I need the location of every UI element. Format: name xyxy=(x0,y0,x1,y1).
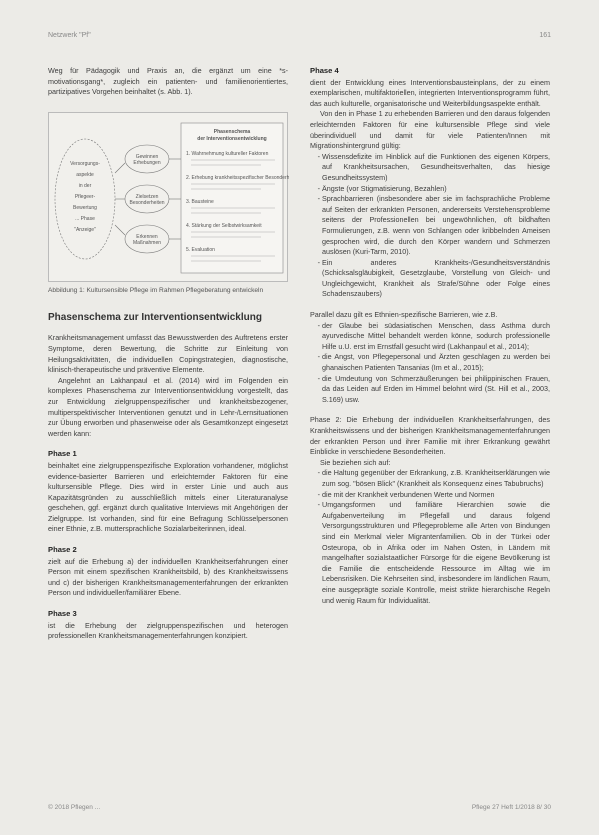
phase-3-title: Phase 3 xyxy=(48,609,77,619)
figure-mid-label: Zielsetzen xyxy=(135,193,159,200)
figure-box-item: 2. Erhebung krankheitsspezifischer Besonderheiten xyxy=(186,174,289,181)
figure-box-title: der Interventionsentwicklung xyxy=(197,135,267,142)
figure-box-item: 5. Evaluation xyxy=(186,246,215,253)
figure-box-title: Phasenschema xyxy=(213,128,251,135)
phase-4-text: dient der Entwicklung eines Interventionsbausteinplans, der zu einem exemplarischen, multifaktoriellen, integrierten Interventionsprogramm führt, das auch kulturelle, organisatorische und Weiterbildungsaspekte enthält. xyxy=(310,77,550,108)
running-header xyxy=(48,32,551,39)
figure-left-label: in der xyxy=(78,182,92,189)
aspects-list xyxy=(310,468,550,606)
paragraph-1: Krankheitsmanagement umfasst das Bewusstwerden des Auftretens erster Symptome, deren Bewertung, die Schritte zur Einleitung von Heilungsaktivitäten, die individuellen Copingstrategien, diagnostische, klinisch-therapeutische und präventive Elemente. xyxy=(48,333,288,375)
section-title: Phasenschema zur Interventionsentwicklung xyxy=(48,311,262,323)
phase-1-text: beinhaltet eine zielgruppenspezifische Exploration vorhandener, möglichst evidence-basierter Barrieren und erleichternder Faktoren für eine kultursensible Pflege. Dies wird in erster Linie und auch aus Kapazitätsgründen zu ausschließlich mittels einer Literaturanalyse geschehen, ggf. ergänzt durch qualitative Interviews mit Angehörigen der Zielgruppe. Ist vorhanden, sind für eine Befragung Schlüsselpersonen einer Ethnie, z.B. muttersprachliche Sozialarbeiterinnen, ideal. xyxy=(48,460,288,534)
figure-mid-label: Erhebungen xyxy=(133,159,161,166)
phase-4-title: Phase 4 xyxy=(310,66,339,75)
aspect-item: • die Haltung gegenüber der Erkrankung, z.B. Krankheitserklärungen wie zum sog. "bösen Blick" (Krankheit als Konsequenz eines Tabubruchs) xyxy=(322,468,550,489)
footer-right: Pflege 27 Heft 1/2018 8/ 30 xyxy=(471,804,551,811)
barriers-intro: Von den in Phase 1 zu erhebenden Barrieren und den daraus folgenden erleichternden Faktoren für eine kultursensible Pflege sind viele überindividuell und damit für viele Patienten/Innen mit Migrationshintergrund gültig: xyxy=(310,109,550,151)
left-column xyxy=(48,66,288,642)
footer-left: © 2018 Pflegen ... xyxy=(48,804,101,811)
header-left: Netzwerk "Pf" xyxy=(48,32,91,39)
figure-box-item: 3. Bausteine xyxy=(186,198,214,205)
figure-mid-label: Maßnahmen xyxy=(132,239,162,246)
barrier-item: • Ein anderes Krankheits-/Gesundheitsverständnis (Schicksalsgläubigkeit, Gesetzglaube, Vorstellung von Gleich- und Ungleichgewicht, Krankheit als Strafe/Sühne oder Folge eines Schadenszaubers) xyxy=(322,258,550,300)
ethnic-barrier-item: • die Angst, von Pflegepersonal und Ärzten geschlagen zu werden bei ghanaischen Patienten Tansanias (Im et al., 2015); xyxy=(322,352,550,373)
ethnic-barrier-item: • die Umdeutung von Schmerzäußerungen bei philippinischen Frauen, da das Leiden auf Erden im Himmel belohnt wird (St. Hill et al., 2003, S.169) usw. xyxy=(322,374,550,406)
aspect-item: • Umgangsformen und familiäre Hierarchien sowie die Aufgabenverteilung im Pflegefall und daraus folgend Versorgungsstrukturen und Pflegeprobleme alle Arten von Bindungen sind ein Merkmal vieler Migrantenfamilien. Ob in der Türkei oder Osteuropa, ob in Afrika oder im Nahen Osten, in Ländern mit mangelhafter sozialstaatlicher Fürsorge für die eigene Bevölkerung ist die Familie die entscheidende Ressource im Alltag wie im Lebensrisiken. Die Kehrseiten sind, insbesondere im ländlichen Raum, eine ausgeprägte soziale Kontrolle, meist strikte hierarchische Regeln und wenig Raum für Individualität. xyxy=(322,500,550,606)
barrier-item: • Wissensdefizite im Hinblick auf die Funktionen des eigenen Körpers, auf Krankheitsursachen, Gesundheitsverhalten, das hiesige Gesundheitssystem) xyxy=(322,152,550,184)
figure-1 xyxy=(48,112,288,282)
refers-to: Sie beziehen sich auf: xyxy=(320,457,391,467)
figure-diagram xyxy=(49,113,289,281)
aspect-item: • die mit der Krankheit verbundenen Werte und Normen xyxy=(322,490,550,501)
figure-left-label: "Anzeige" xyxy=(74,226,96,233)
right-column xyxy=(310,66,550,606)
paragraph-2: Angelehnt an Lakhanpaul et al. (2014) wird im Folgenden ein komplexes Phasenschema zur Interventionsentwicklung vorgestellt, das zur Entwicklung zielgruppenspezifischer und krankheitsbezogener, multiperspektivischer Interventionen genutzt und in Lehr-/Lernsituationen zur Übung erworben und phasenweise oder als Gesamtkonzept eingesetzt werden kann: xyxy=(48,375,288,438)
ethnic-barrier-item: • der Glaube bei südasiatischen Menschen, dass Asthma durch ayurvedische Mittel behandelt werden könne, sodurch professionelle Hilfe u.U. erst im Ernstfall gesucht wird (Lakhanpaul et al., 2014); xyxy=(322,321,550,353)
parallel-paragraph: Parallel dazu gilt es Ethnien-spezifische Barrieren, wie z.B. xyxy=(310,310,498,320)
figure-caption: Abbildung 1: Kultursensible Pflege im Rahmen Pflegeberatung entwickeln xyxy=(48,286,264,294)
phase-1-title: Phase 1 xyxy=(48,449,77,459)
page-footer xyxy=(48,804,551,811)
figure-left-label: ... Phase xyxy=(75,215,95,222)
figure-left-label: Bewertung xyxy=(73,204,97,211)
barrier-item: • Ängste (vor Stigmatisierung, Bezahlen) xyxy=(322,184,550,195)
figure-left-label: aspekte xyxy=(76,171,94,178)
phase-2-detail: Phase 2: Die Erhebung der individuellen Krankheitserfahrungen, des Krankheitswissens und der bisherigen Krankheitsmanagementerfahrungen der erkrankten Person und ihrer Familie mit ihrer Erkrankung gewährt Einblicke in verschiedene Besonderheiten. xyxy=(310,415,550,457)
phase-3-text: ist die Erhebung der zielgruppenspezifischen und heterogen professionellen Krankheitsmanagementerfahrungen konzipiert. xyxy=(48,620,288,641)
barriers-list xyxy=(310,152,550,300)
page-number: 161 xyxy=(539,32,551,39)
figure-box-item: 4. Stärkung der Selbstwirksamkeit xyxy=(186,222,262,229)
figure-mid-label: Besonderheiten xyxy=(129,199,165,206)
figure-mid-label: Gewinnen xyxy=(135,153,159,160)
figure-mid-label: Erkennen xyxy=(136,233,158,240)
intro-paragraph: Weg für Pädagogik und Praxis an, die ergänzt um eine *s-motivationsgang*, zugleich ein patienten- und familienorientiertes, partizipatives Vorgehen beinhaltet (s. Abb. 1). xyxy=(48,66,288,97)
phase-2-title: Phase 2 xyxy=(48,545,77,555)
figure-left-label: Pflegeer- xyxy=(74,193,96,200)
phase-2-text: zielt auf die Erhebung a) der individuellen Krankheitserfahrungen einer Person mit einem spezifischen Krankheitsbild, b) des Krankheitswissens und c) der bisherigen Krankheitsmanagementerfahrungen der erkrankten Person und individueller/familiärer Ebene. xyxy=(48,556,288,598)
barrier-item: • Sprachbarrieren (insbesondere aber sie im fachsprachliche Probleme auf Seiten der erkrankten Personen, andererseits Verstehensprobleme seitens der Professionellen bei ungewöhnlichen, oft bildhaften Formulierungen, z.B. wenn von Schlangen oder kribbelnden Ameisen gesprochen wird, die durch den Körper wandern und Schmerzen auslösen (Kuri-Tarm, 2010). xyxy=(322,194,550,258)
ethnic-barriers-list xyxy=(310,321,550,406)
figure-left-label: Versorgungs- xyxy=(70,160,100,167)
figure-box-item: 1. Wahrnehmung kultureller Faktoren xyxy=(186,150,269,157)
